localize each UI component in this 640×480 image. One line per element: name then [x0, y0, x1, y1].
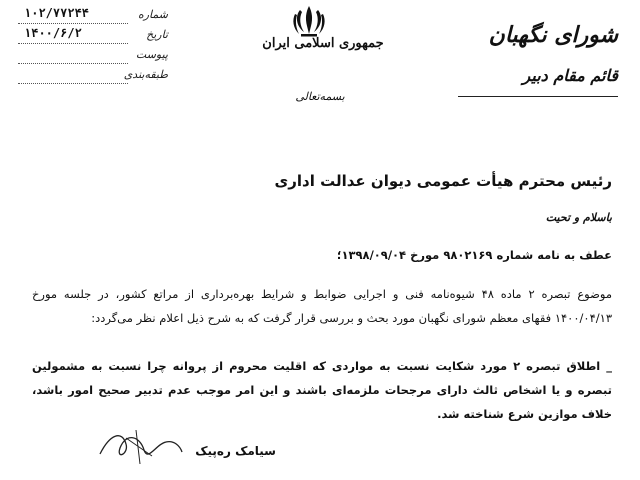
meta-date-row: [18, 26, 168, 46]
body-paragraph: موضوع تبصره ۲ ماده ۴۸ شیوه‌نامه فنی و اجرایی ضوابط و شرایط بهره‌برداری از مراتع کشور، در جلسه مورخ ۱۴۰۰/۰۴/۱۳ فقهای معظم شورای نگهبان مورد بحث و بررسی قرار گرفت که به شرح ذیل اعلام نظر می‌گردد:: [32, 287, 612, 325]
meta-dotted-line: [18, 23, 128, 24]
signatory-name: سیامک ره‌پیک: [195, 444, 276, 458]
meta-attachment-row: [18, 46, 168, 66]
meta-number-row: [18, 6, 168, 26]
date-label: تاریخ: [146, 28, 168, 41]
meta-classification-row: [18, 66, 168, 86]
meta-dotted-line: [18, 43, 128, 44]
deputy-title: قائم مقام دبیر: [522, 66, 618, 85]
meta-dotted-line: [18, 63, 128, 64]
iran-emblem-icon: [291, 4, 327, 38]
salutation: باسلام و تحیت: [545, 211, 612, 224]
letter-date: ۱۴۰۰/۶/۲: [24, 26, 82, 40]
recipient-heading: رئیس محترم هیأت عمومی دیوان عدالت اداری: [274, 172, 612, 190]
signature-scribble: [96, 424, 186, 468]
council-logo-text: شورای نگهبان: [488, 22, 618, 48]
basmala: بسمه‌تعالی: [295, 90, 345, 103]
attachment-label: پیوست: [135, 48, 168, 61]
reference-line: عطف به نامه شماره ۹۸۰۲۱۶۹ مورخ ۱۳۹۸/۰۹/۰۴؛: [336, 248, 612, 262]
letter-meta: [18, 6, 168, 86]
republic-title: جمهوری اسلامی ایران: [262, 36, 384, 51]
classification-label: طبقه‌بندی: [123, 68, 168, 81]
number-label: شماره: [137, 8, 168, 21]
letter-number: ۱۰۲/۷۷۲۴۴: [24, 6, 90, 20]
ruling-paragraph: _ اطلاق تبصره ۲ مورد شکایت نسبت به مواردی که اقلیت محروم از پروانه چرا نسبت به مشمولین تبصره و یا اشخاص ثالث دارای مرجحات ملزمه‌ای باشند و این امر موجب عدم تدبیر صحیح امور باشد، خلاف موازین شرع شناخته شد.: [32, 359, 612, 421]
meta-dotted-line: [18, 83, 128, 84]
logo-underline: [458, 96, 618, 97]
